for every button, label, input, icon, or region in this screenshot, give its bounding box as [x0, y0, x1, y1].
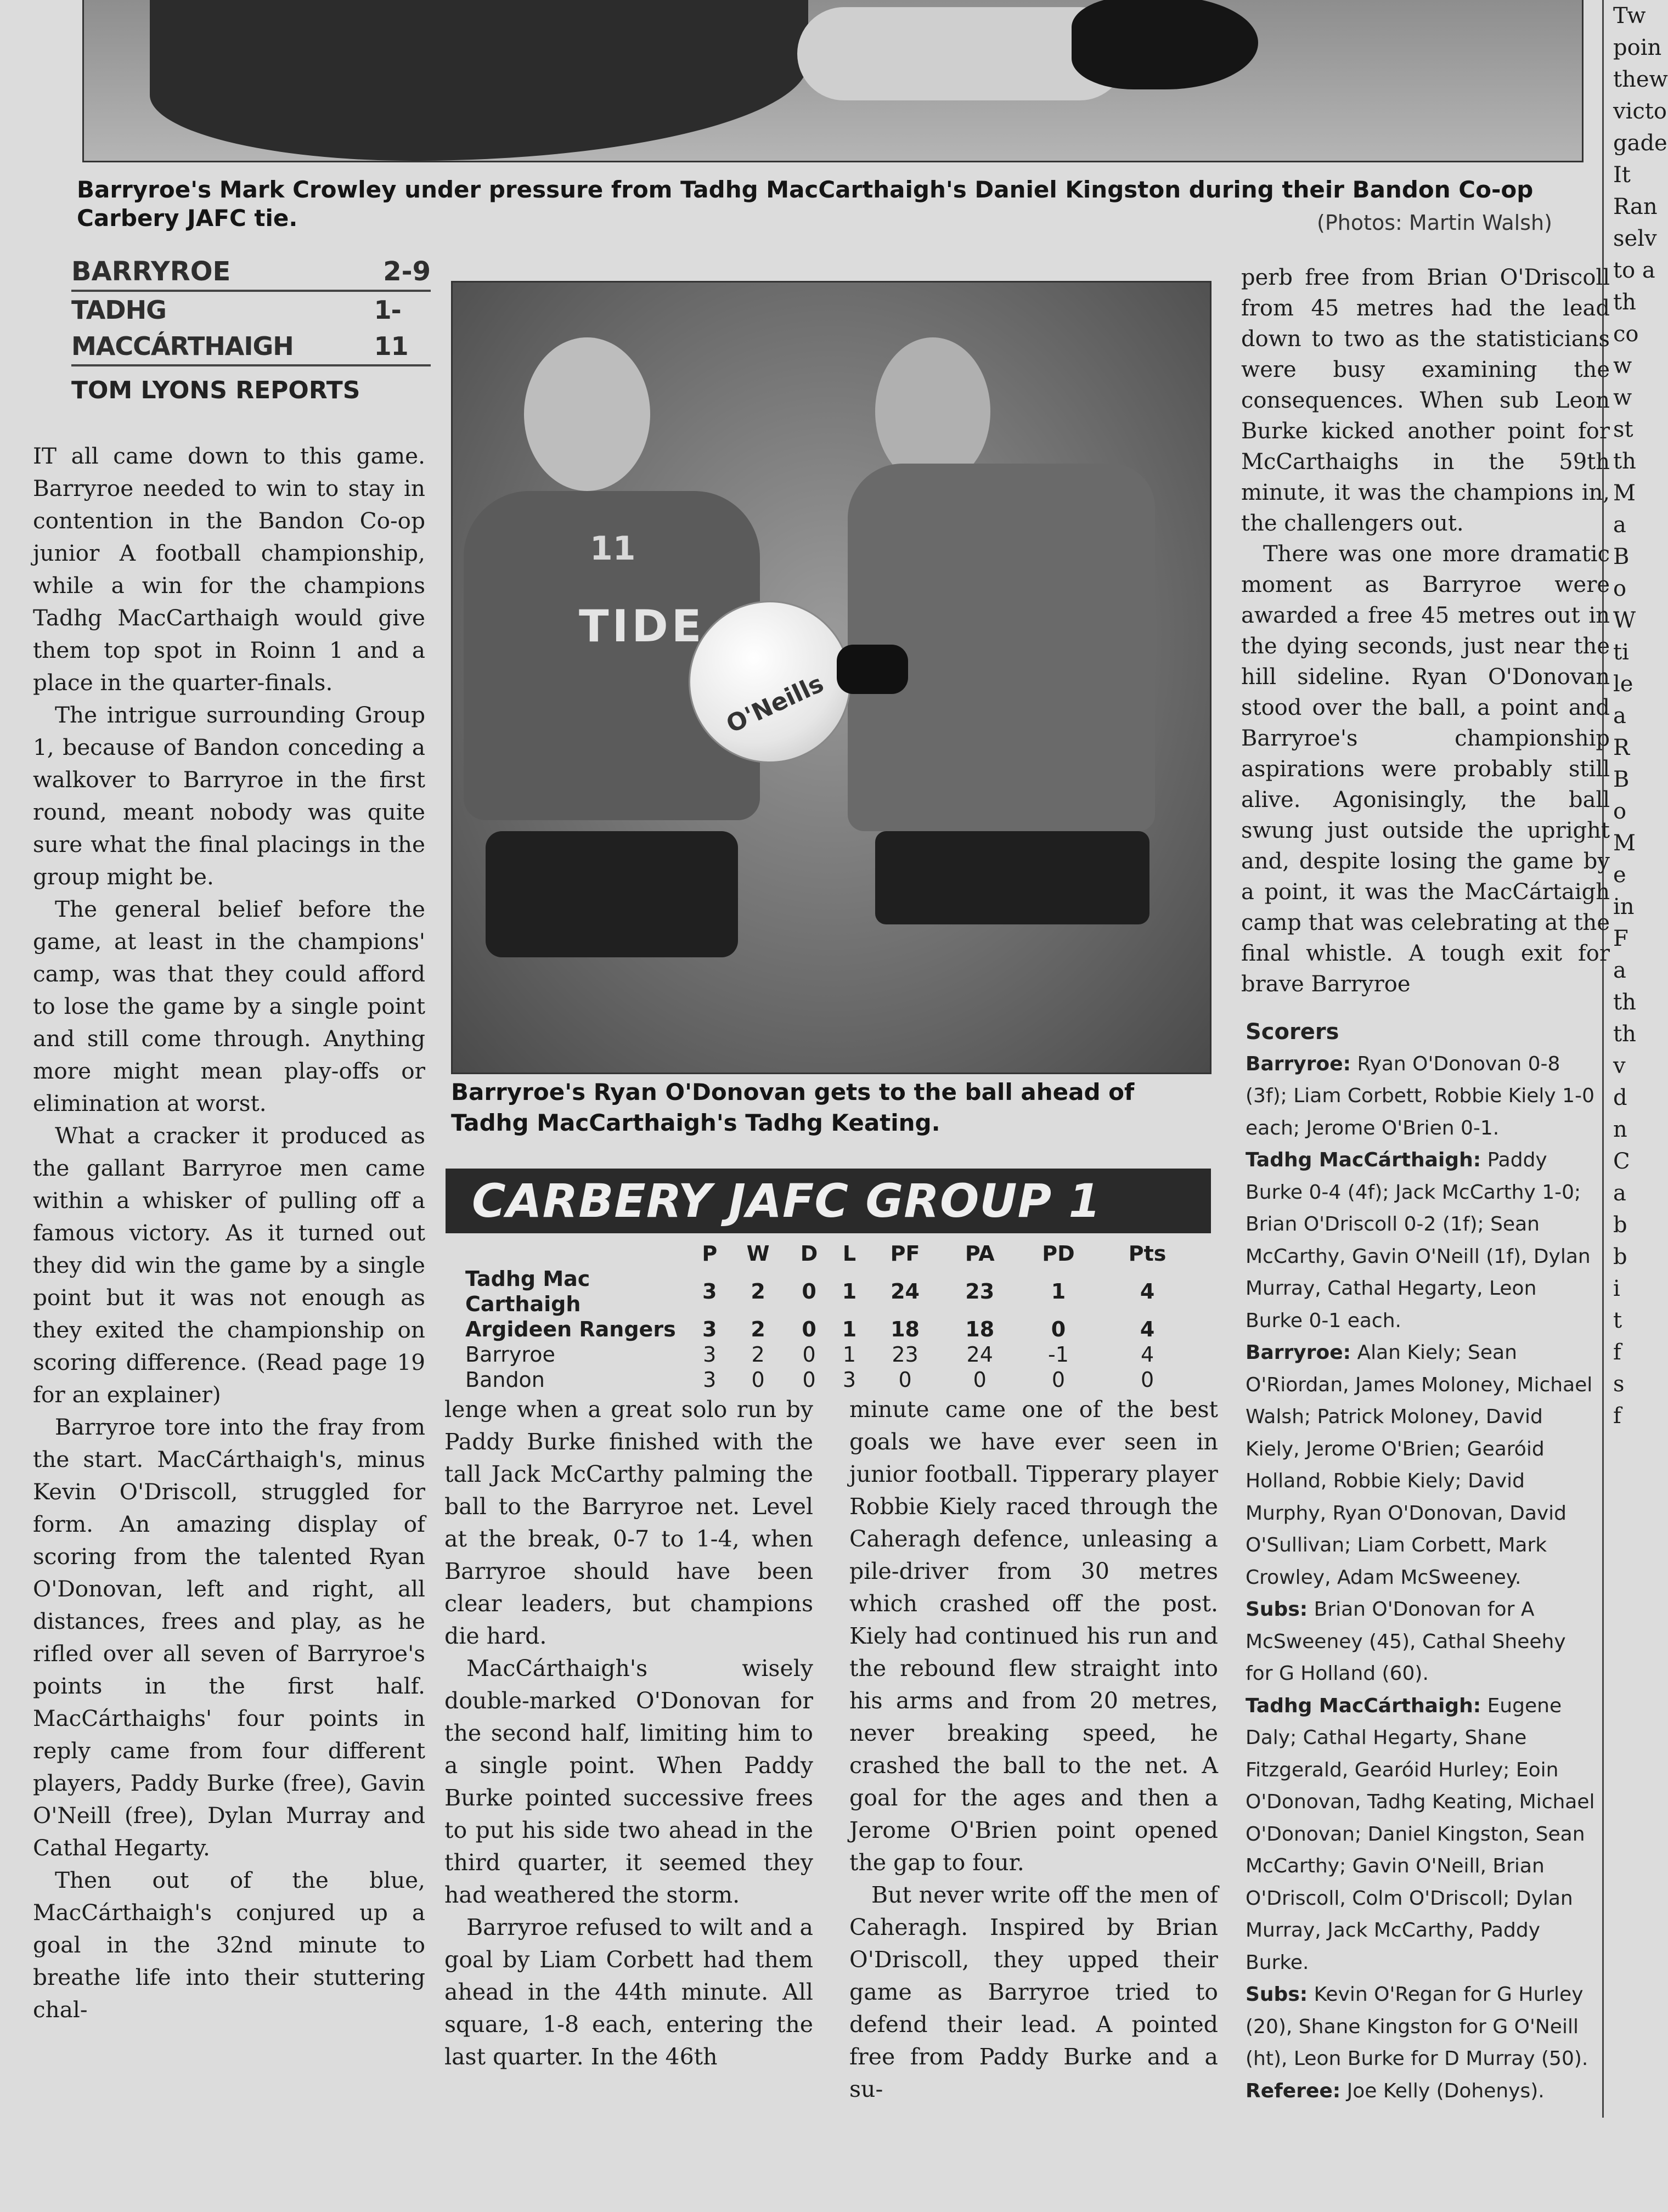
- edge-fragment: d: [1613, 1085, 1627, 1110]
- lineup-text: Alan Kiely; Sean O'Riordan, James Moloney, Michael Walsh; Patrick Moloney, David Kiely, Jerome O'Brien; Gearóid Holland, Robbie Kiely; David Murphy, Ryan O'Donovan, David O'Sullivan; Liam Corbett, Mark Crowley, Adam McSweeney.: [1246, 1341, 1593, 1589]
- article-column-4: [1241, 262, 1610, 1000]
- lineup-entry: [1246, 1690, 1597, 1979]
- article-paragraph: Barryroe refused to wilt and a goal by Liam Corbett had them ahead in the 44th minute. All square, 1-8 each, entering the last quarter. In the 46th: [444, 1914, 813, 2070]
- table-cell: 3: [703, 1342, 717, 1367]
- table-cell: 1: [1051, 1279, 1066, 1304]
- football: [689, 601, 851, 763]
- edge-fragment: poin: [1613, 35, 1662, 60]
- edge-fragment: b: [1613, 1212, 1627, 1238]
- edge-fragment: w: [1613, 385, 1632, 410]
- edge-fragment: o: [1613, 799, 1627, 824]
- edge-fragment: b: [1613, 1244, 1627, 1269]
- table-cell: 0: [898, 1368, 912, 1392]
- edge-fragment: to a: [1613, 258, 1655, 283]
- table-team: Barryroe: [465, 1342, 555, 1367]
- player-left-head: [524, 337, 650, 491]
- edge-fragment: ti: [1613, 640, 1629, 665]
- table-cell: 3: [702, 1317, 717, 1341]
- edge-fragment: w: [1613, 353, 1632, 379]
- edge-fragment: th: [1613, 449, 1636, 474]
- subs-text: Brian O'Donovan for A McSweeney (45), Cathal Sheehy for G Holland (60).: [1246, 1598, 1566, 1685]
- edge-fragment: victo: [1613, 99, 1667, 124]
- edge-fragment: It: [1613, 162, 1631, 188]
- table-row: [465, 1342, 1195, 1367]
- edge-fragment: W: [1613, 608, 1636, 633]
- edge-fragment: Ran: [1613, 194, 1658, 219]
- scorers-heading: Scorers: [1246, 1019, 1339, 1045]
- edge-fragment: a: [1613, 703, 1626, 729]
- player-figure-dark: [150, 0, 808, 161]
- table-cell: 23: [892, 1342, 918, 1367]
- edge-fragment: i: [1613, 1276, 1620, 1301]
- result-row-1: [71, 253, 431, 290]
- jersey-number: 11: [590, 529, 636, 568]
- edge-fragment: F: [1613, 926, 1628, 951]
- jersey-sponsor: TIDE: [579, 601, 705, 652]
- league-table-box: [446, 1169, 1211, 1392]
- edge-fragment: M: [1613, 831, 1636, 856]
- table-cell: 0: [751, 1368, 765, 1392]
- col-team: [465, 1241, 690, 1266]
- edge-fragment: a: [1613, 512, 1626, 538]
- lineup-text: Eugene Daly; Cathal Hegarty, Shane Fitzgerald, Gearóid Hurley; Eoin O'Donovan, Tadhg Keating, Michael O'Donovan; Daniel Kingston, Sean McCarthy; Gavin O'Neill, Brian O'Driscoll, Colm O'Driscoll; Dylan Murray, Jack McCarthy, Paddy Burke.: [1246, 1694, 1595, 1974]
- table-cell: 0: [802, 1368, 816, 1392]
- edge-fragment: f: [1613, 1340, 1621, 1365]
- edge-fragment: R: [1613, 735, 1630, 760]
- goalkeeper-glove-dark: [837, 645, 908, 694]
- table-cell: -1: [1048, 1342, 1069, 1367]
- edge-fragment: thew: [1613, 67, 1668, 92]
- table-cell: 23: [965, 1279, 995, 1304]
- col-header: Pts: [1128, 1242, 1167, 1266]
- table-row: [465, 1367, 1195, 1392]
- league-table: [465, 1241, 1195, 1392]
- table-team: Tadhg Mac Carthaigh: [465, 1267, 590, 1316]
- scorer-entry: [1246, 1048, 1597, 1145]
- subs-text: Kevin O'Regan for G Hurley (20), Shane Kingston for G O'Neill (ht), Leon Burke for D Murray (50).: [1246, 1983, 1588, 2070]
- edge-fragment: selv: [1613, 226, 1657, 251]
- edge-fragment: B: [1613, 767, 1630, 792]
- col-header: W: [746, 1242, 770, 1266]
- article-paragraph: But never write off the men of Caheragh. Inspired by Brian O'Driscoll, they upped their game as Barryroe tried to defend their lead. A pointed free from Paddy Burke and a su-: [849, 1882, 1218, 2102]
- top-photo: [82, 0, 1584, 162]
- article-paragraph: There was one more dramatic moment as Barryroe were awarded a free 45 metres out in the dying seconds, just near the hill sideline. Ryan O'Donovan stood over the ball, a point and Barryroe's championship aspirations were probably still alive. Agonisingly, the ball swung just outside the upright and, despite losing the game by a point, it was the MacCártaigh camp that was celebrating at the final whistle. A tough exit for brave Barryroe: [1241, 541, 1610, 997]
- article-paragraph: The general belief before the game, at least in the champions' camp, was that they could afford to lose the game by a single point and still come through. Anything more might mean play-offs or elimination at worst.: [33, 896, 425, 1116]
- table-cell: 3: [702, 1279, 717, 1304]
- main-photo-caption: Barryroe's Ryan O'Donovan gets to the ball ahead of Tadhg MacCarthaigh's Tadhg Keating.: [451, 1079, 1135, 1136]
- article-column-3: [849, 1393, 1218, 2106]
- referee-entry: [1246, 2075, 1597, 2108]
- edge-fragment: th: [1613, 990, 1636, 1015]
- lineup-team: Barryroe:: [1246, 1341, 1351, 1364]
- main-photo: [451, 281, 1211, 1074]
- lineup-team: Tadhg MacCárthaigh:: [1246, 1694, 1481, 1717]
- table-cell: 18: [965, 1317, 995, 1341]
- table-cell: 1: [842, 1279, 857, 1304]
- goalkeeper-glove: [1072, 0, 1258, 89]
- col-header: L: [842, 1242, 856, 1266]
- table-team: Bandon: [465, 1368, 545, 1392]
- table-cell: 2: [751, 1317, 765, 1341]
- team-1-name: BARRYROE: [71, 256, 231, 287]
- subs-label: Subs:: [1246, 1983, 1308, 2006]
- table-cell: 24: [966, 1342, 993, 1367]
- table-cell: 0: [802, 1342, 816, 1367]
- table-cell: 0: [802, 1279, 816, 1304]
- table-cell: 0: [802, 1317, 816, 1341]
- table-cell: 4: [1140, 1342, 1154, 1367]
- edge-fragment: co: [1613, 321, 1639, 347]
- ball-brand: O'Neills: [722, 669, 828, 739]
- result-box: [71, 253, 431, 366]
- edge-fragment: B: [1613, 544, 1630, 569]
- article-column-2: [444, 1393, 813, 2073]
- article-paragraph: Barryroe tore into the fray from the start. MacCárthaigh's, minus Kevin O'Driscoll, struggled for form. An amazing display of scoring from the talented Ryan O'Donovan, left and right, all distances, frees and play, as he rifled over all seven of Barryroe's points in the first half. MacCárthaighs' four points in reply came from four different players, Paddy Burke (free), Gavin O'Neill (free), Dylan Murray and Cathal Hegarty.: [33, 1414, 425, 1861]
- team-2-name: TADHG MACCÁRTHAIGH: [71, 295, 294, 361]
- table-cell: 0: [1140, 1368, 1154, 1392]
- col-header: P: [702, 1242, 718, 1266]
- subs-entry: [1246, 1594, 1597, 1690]
- scorer-team: Barryroe:: [1246, 1052, 1351, 1075]
- table-header-row: [465, 1241, 1195, 1266]
- result-row-2: [71, 292, 431, 364]
- table-cell: 2: [751, 1342, 765, 1367]
- edge-fragment: s: [1613, 1372, 1625, 1397]
- edge-fragment: st: [1613, 417, 1633, 442]
- col-header: PD: [1042, 1242, 1075, 1266]
- referee-text: Joe Kelly (Dohenys).: [1346, 2079, 1545, 2102]
- article-paragraph: minute came one of the best goals we have ever seen in junior football. Tipperary player Robbie Kiely raced through the Caheragh defence, unleasing a pile-driver from 30 metres which crashed off the post. Kiely had continued his run and the rebound flew straight into his arms and from 20 metres, never breaking speed, he crashed the ball to the net. A goal for the ages and then a Jerome O'Brien point opened the gap to four.: [849, 1396, 1218, 1876]
- scorer-text: Paddy Burke 0-4 (4f); Jack McCarthy 1-0; Brian O'Driscoll 0-2 (1f); Sean McCarthy, Gavin O'Neill (1f), Dylan Murray, Cathal Hegarty, Leon Burke 0-1 each.: [1246, 1149, 1591, 1332]
- article-paragraph: IT all came down to this game. Barryroe needed to win to stay in contention in the Bandon Co-op junior A football championship, while a win for the champions Tadhg MacCarthaigh would give them top spot in Roinn 1 and a place in the quarter-finals.: [33, 443, 425, 696]
- team-1-score: 2-9: [383, 256, 431, 287]
- col-header: PF: [890, 1242, 920, 1266]
- article-paragraph: Then out of the blue, MacCárthaigh's conjured up a goal in the 32nd minute to breathe life into their stuttering chal-: [33, 1867, 425, 2023]
- table-cell: 0: [973, 1368, 987, 1392]
- table-cell: 1: [842, 1317, 857, 1341]
- col-header: PA: [965, 1242, 995, 1266]
- table-cell: 0: [1051, 1317, 1066, 1341]
- edge-fragment: v: [1613, 1053, 1626, 1079]
- article-paragraph: The intrigue surrounding Group 1, because of Bandon conceding a walkover to Barryroe in the first round, meant nobody was quite sure what the final placings in the group might be.: [33, 702, 425, 890]
- article-paragraph: perb free from Brian O'Driscoll from 45 metres had the lead down to two as the statisticians were busy examining the consequences. When sub Leon Burke kicked another point for McCarthaighs in the 59th minute, it was the champions in, the challengers out.: [1241, 265, 1610, 536]
- edge-fragment: th: [1613, 1022, 1636, 1047]
- edge-fragment: a: [1613, 1181, 1626, 1206]
- byline: TOM LYONS REPORTS: [71, 376, 360, 404]
- edge-fragment: a: [1613, 958, 1626, 983]
- subs-label: Subs:: [1246, 1598, 1308, 1621]
- col-header: D: [800, 1242, 818, 1266]
- subs-entry: [1246, 1979, 1597, 2075]
- table-cell: 4: [1140, 1279, 1155, 1304]
- edge-fragment: n: [1613, 1117, 1627, 1142]
- table-cell: 24: [891, 1279, 920, 1304]
- table-row: [465, 1266, 1195, 1317]
- table-cell: 1: [842, 1342, 856, 1367]
- edge-fragment: C: [1613, 1149, 1630, 1174]
- table-cell: 3: [842, 1368, 856, 1392]
- table-cell: 18: [891, 1317, 920, 1341]
- edge-fragment: in: [1613, 894, 1635, 919]
- table-title: CARBERY JAFC GROUP 1: [446, 1169, 1211, 1233]
- top-photo-caption: Barryroe's Mark Crowley under pressure from Tadhg MacCarthaigh's Daniel Kingston during their Bandon Co-op Carbery JAFC tie.: [77, 176, 1534, 232]
- scorer-team: Tadhg MacCárthaigh:: [1246, 1149, 1481, 1171]
- article-paragraph: MacCárthaigh's wisely double-marked O'Donovan for the second half, limiting him to a single point. When Paddy Burke pointed successive frees to put his side two ahead in the third quarter, it seemed they had weathered the storm.: [444, 1655, 813, 1908]
- table-cell: 0: [1051, 1368, 1066, 1392]
- scorers-box: [1246, 1016, 1597, 2107]
- article-column-1: [33, 440, 425, 2026]
- edge-fragment: e: [1613, 862, 1626, 888]
- table-team: Argideen Rangers: [465, 1317, 676, 1341]
- edge-fragment: gade: [1613, 131, 1667, 156]
- edge-fragment: Tw: [1613, 3, 1646, 29]
- article-paragraph: lenge when a great solo run by Paddy Burke finished with the tall Jack McCarthy palming the ball to the Barryroe net. Level at the break, 0-7 to 1-4, when Barryroe should have been clear leaders, but champions die hard.: [444, 1396, 813, 1649]
- player-left-shorts: [486, 831, 738, 957]
- team-2-score: 1-11: [374, 295, 408, 361]
- edge-fragment: le: [1613, 672, 1633, 697]
- adjacent-column-fragments: [1613, 0, 1668, 1492]
- scorer-entry: [1246, 1144, 1597, 1337]
- edge-fragment: M: [1613, 481, 1636, 506]
- edge-fragment: t: [1613, 1308, 1622, 1333]
- scorer-text: Ryan O'Donovan 0-8 (3f); Liam Corbett, Robbie Kiely 1-0 each; Jerome O'Brien 0-1.: [1246, 1052, 1594, 1139]
- player-right-shorts: [875, 831, 1149, 924]
- article-paragraph: What a cracker it produced as the gallant Barryroe men came within a whisker of pulling off a famous victory. As it turned out they did win the game by a single point but it was not enough as they exited the championship on scoring difference. (Read page 19 for an explainer): [33, 1122, 425, 1408]
- table-cell: 2: [751, 1279, 765, 1304]
- table-cell: 4: [1140, 1317, 1155, 1341]
- referee-label: Referee:: [1246, 2079, 1341, 2102]
- edge-fragment: f: [1613, 1403, 1621, 1429]
- edge-fragment: th: [1613, 290, 1636, 315]
- table-row: [465, 1317, 1195, 1342]
- edge-fragment: o: [1613, 576, 1627, 601]
- photo-credit: (Photos: Martin Walsh): [1317, 211, 1552, 235]
- lineup-entry: [1246, 1337, 1597, 1594]
- table-cell: 3: [703, 1368, 717, 1392]
